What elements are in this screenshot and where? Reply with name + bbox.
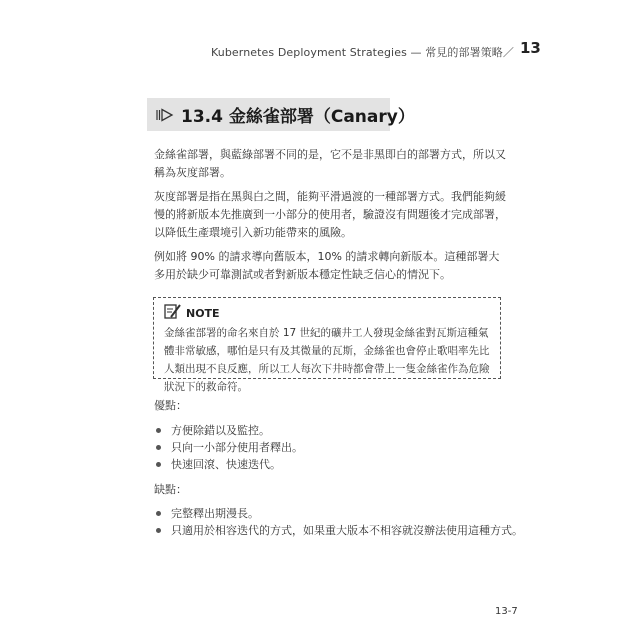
pros-label: 優點： bbox=[154, 399, 187, 412]
triangle-marker-icon bbox=[156, 108, 174, 122]
bullet-icon bbox=[156, 528, 161, 533]
bullet-icon bbox=[156, 428, 161, 433]
note-header bbox=[164, 304, 492, 322]
cons-label: 缺點： bbox=[154, 483, 187, 496]
section-title-bar bbox=[147, 98, 415, 131]
running-title: Kubernetes Deployment Strategies — 常見的部署策略／ bbox=[210, 46, 514, 59]
page-number: 13-7 bbox=[495, 606, 518, 617]
bullet-icon bbox=[156, 445, 161, 450]
paragraph-3: 例如將 90% 的請求導向舊版本，10% 的請求轉向新版本。這種部署大多用於缺少可靠測試或者對新版本穩定性缺乏信心的情況下。 bbox=[154, 250, 500, 281]
chapter-number: 13 bbox=[520, 39, 541, 57]
paragraph-2: 灰度部署是指在黑與白之間，能夠平滑過渡的一種部署方式。我們能夠緩慢的將新版本先推廣到一小部分的使用者，驗證沒有問題後才完成部署，以降低生產環境引入新功能帶來的風險。 bbox=[154, 190, 506, 239]
list-item: 完整釋出期漫長。 bbox=[154, 505, 523, 522]
list-item: 只適用於相容迭代的方式，如果重大版本不相容就沒辦法使用這種方式。 bbox=[154, 522, 523, 539]
pencil-note-icon bbox=[164, 303, 182, 324]
section-title: 13.4 金絲雀部署（Canary） bbox=[181, 107, 415, 127]
pros-list bbox=[154, 422, 303, 473]
list-item: 方便除錯以及監控。 bbox=[154, 422, 303, 439]
list-item: 快速回滾、快速迭代。 bbox=[154, 456, 303, 473]
running-header bbox=[211, 44, 514, 60]
bullet-icon bbox=[156, 511, 161, 516]
cons-list bbox=[154, 505, 523, 539]
bullet-icon bbox=[156, 462, 161, 467]
paragraph-1: 金絲雀部署，與藍綠部署不同的是，它不是非黑即白的部署方式，所以又稱為灰度部署。 bbox=[154, 148, 506, 179]
note-text: 金絲雀部署的命名來自於 17 世紀的礦井工人發現金絲雀對瓦斯這種氣體非常敏感，哪怕是只有及其微量的瓦斯，金絲雀也會停止歌唱率先比人類出現不良反應，所以工人每次下井時都會帶上一隻金絲雀作為危險狀況下的救命符。 bbox=[164, 327, 490, 393]
list-item: 只向一小部分使用者釋出。 bbox=[154, 439, 303, 456]
note-box bbox=[153, 297, 501, 393]
note-label: NOTE bbox=[186, 306, 220, 320]
